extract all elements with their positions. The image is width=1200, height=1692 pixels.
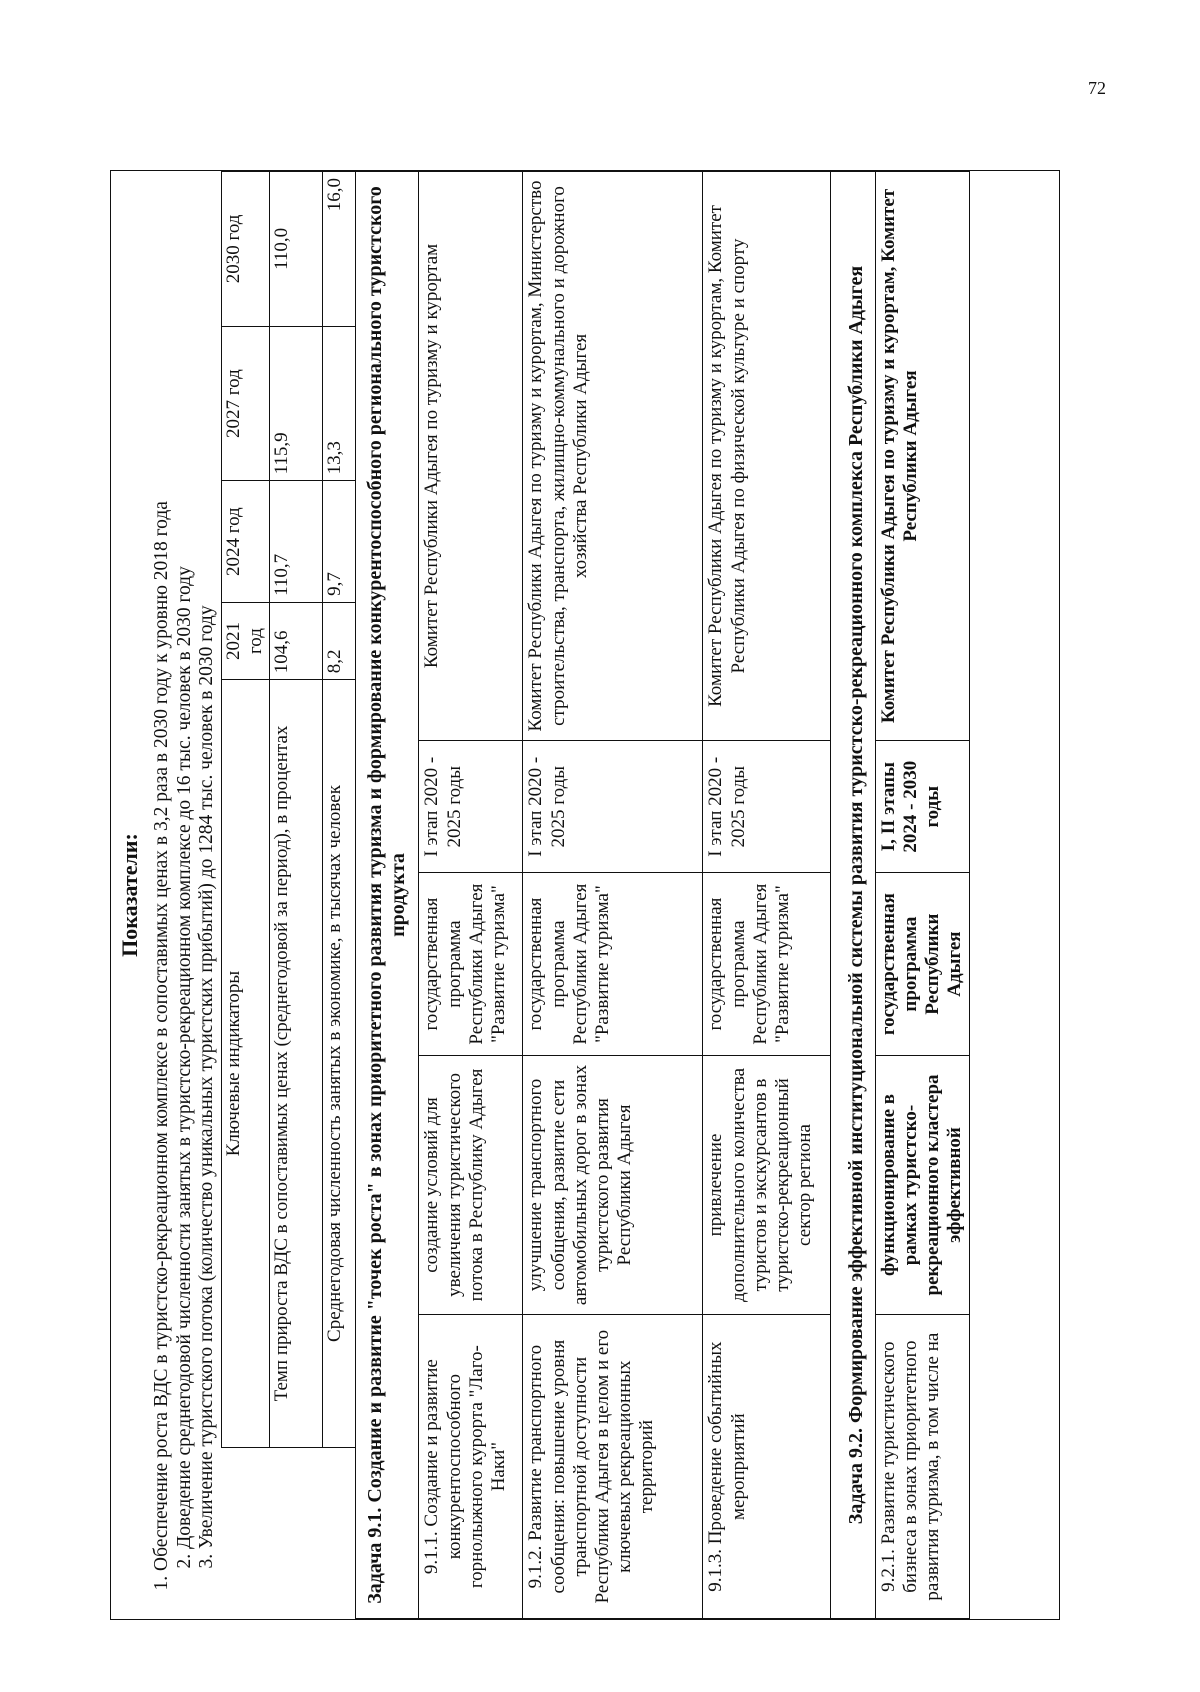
result-cell: создание условий для увеличения туристического потока в Республику Адыгея: [419, 1055, 523, 1315]
goal-line-2: 2. Доведение среднегодовой численности занятых в туристско-рекреационном комплексе до 16 тыс. человек в 2030 году: [173, 566, 195, 1569]
year-2030: 2030 год: [222, 172, 269, 327]
indicator-label: Среднегодовая численность занятых в экономике, в тысячах человек: [322, 680, 355, 1448]
executor-cell: Комитет Республики Адыгея по туризму и курортам: [419, 172, 523, 741]
stage-cell: I, II этапы 2024 - 2030 годы: [875, 740, 969, 873]
measure-cell: 9.1.1. Создание и развитие конкурентоспособного горнолыжного курорта "Лаго-Наки": [419, 1315, 523, 1619]
indicator-value: 110,7: [269, 481, 322, 602]
table-row: [703, 172, 831, 1619]
rotated-document: [110, 170, 1060, 1620]
executor-cell: Комитет Республики Адыгея по туризму и курортам, Министерство строительства, транспорта, жилищно-коммунального и дорожного хозяйства Республики Адыгея: [523, 172, 703, 741]
plan-table: [111, 171, 970, 1619]
task-9-1-title: Задача 9.1. Создание и развитие "точек роста" в зонах приоритетного развития туризма и формирование конкурентоспособного регионального туристского продукта: [355, 172, 419, 1619]
measure-cell: 9.1.3. Проведение событийных мероприятий: [703, 1315, 831, 1619]
executor-cell: Комитет Республики Адыгея по туризму и курортам, Комитет Республики Адыгея по физической культуре и спорту: [703, 172, 831, 741]
program-cell: государственная программа Республики Адыгея "Развитие туризма": [523, 873, 703, 1055]
result-cell: привлечение дополнительного количества туристов и экскурсантов в туристско-рекреационный сектор региона: [703, 1055, 831, 1315]
table-row: [419, 172, 523, 1619]
page-number: 72: [1088, 78, 1106, 98]
table-row: [875, 172, 969, 1619]
indicator-value: 110,0: [269, 172, 322, 327]
year-2027: 2027 год: [222, 326, 269, 481]
indicator-value: 16,0: [322, 172, 355, 327]
indicator-label: Темп прироста ВДС в сопоставимых ценах (среднегодовой за период), в процентах: [269, 680, 322, 1448]
indicator-value: 9,7: [322, 481, 355, 602]
program-cell: государственная программа Республики Адыгея "Развитие туризма": [419, 873, 523, 1055]
stage-cell: I этап 2020 - 2025 годы: [419, 740, 523, 873]
section-heading: Показатели:: [117, 833, 142, 957]
indicator-row: [322, 172, 355, 1619]
indicator-value: 104,6: [269, 602, 322, 679]
indicator-value: 13,3: [322, 326, 355, 481]
indicator-value: 115,9: [269, 326, 322, 481]
program-cell: государственная программа Республики Адыгея: [875, 873, 969, 1055]
goal-line-1: 1. Обеспечение роста ВДС в туристско-рекреационном комплексе в сопоставимых ценах в 3,2 раза в 2030 году к уровню 2018 года: [150, 501, 172, 1591]
result-cell: улучшение транспортного сообщения, развитие сети автомобильных дорог в зонах туристского развития Республики Адыгея: [523, 1055, 703, 1315]
document-table-frame: [110, 170, 1060, 1620]
year-2021: 2021 год: [222, 602, 269, 679]
program-cell: государственная программа Республики Адыгея "Развитие туризма": [703, 873, 831, 1055]
year-2024: 2024 год: [222, 481, 269, 602]
task-9-2-title: Задача 9.2. Формирование эффективной институциональной системы развития туристско-рекреационного комплекса Республики Адыгея: [831, 172, 875, 1619]
table-row: [523, 172, 703, 1619]
indicator-row: [269, 172, 322, 1619]
indicator-goals: [143, 172, 221, 1619]
measure-cell: 9.1.2. Развитие транспортного сообщения: повышение уровня транспортной доступности Республики Адыгея в целом и его ключевых рекреационных территорий: [523, 1315, 703, 1619]
goal-line-3: 3. Увеличение туристского потока (количество уникальных туристских прибытий) до 1284 тыс. человек в 2030 году: [196, 605, 218, 1569]
stage-cell: I этап 2020 - 2025 годы: [703, 740, 831, 873]
indicators-header: Ключевые индикаторы: [222, 680, 269, 1448]
executor-cell: Комитет Республики Адыгея по туризму и курортам, Комитет Республики Адыгея: [875, 172, 969, 741]
stage-cell: I этап 2020 - 2025 годы: [523, 740, 703, 873]
result-cell: функционирование в рамках туристско-рекреационного кластера эффективной: [875, 1055, 969, 1315]
indicator-value: 8,2: [322, 602, 355, 679]
measure-cell: 9.2.1. Развитие туристического бизнеса в зонах приоритетного развития туризма, в том числе на: [875, 1315, 969, 1619]
